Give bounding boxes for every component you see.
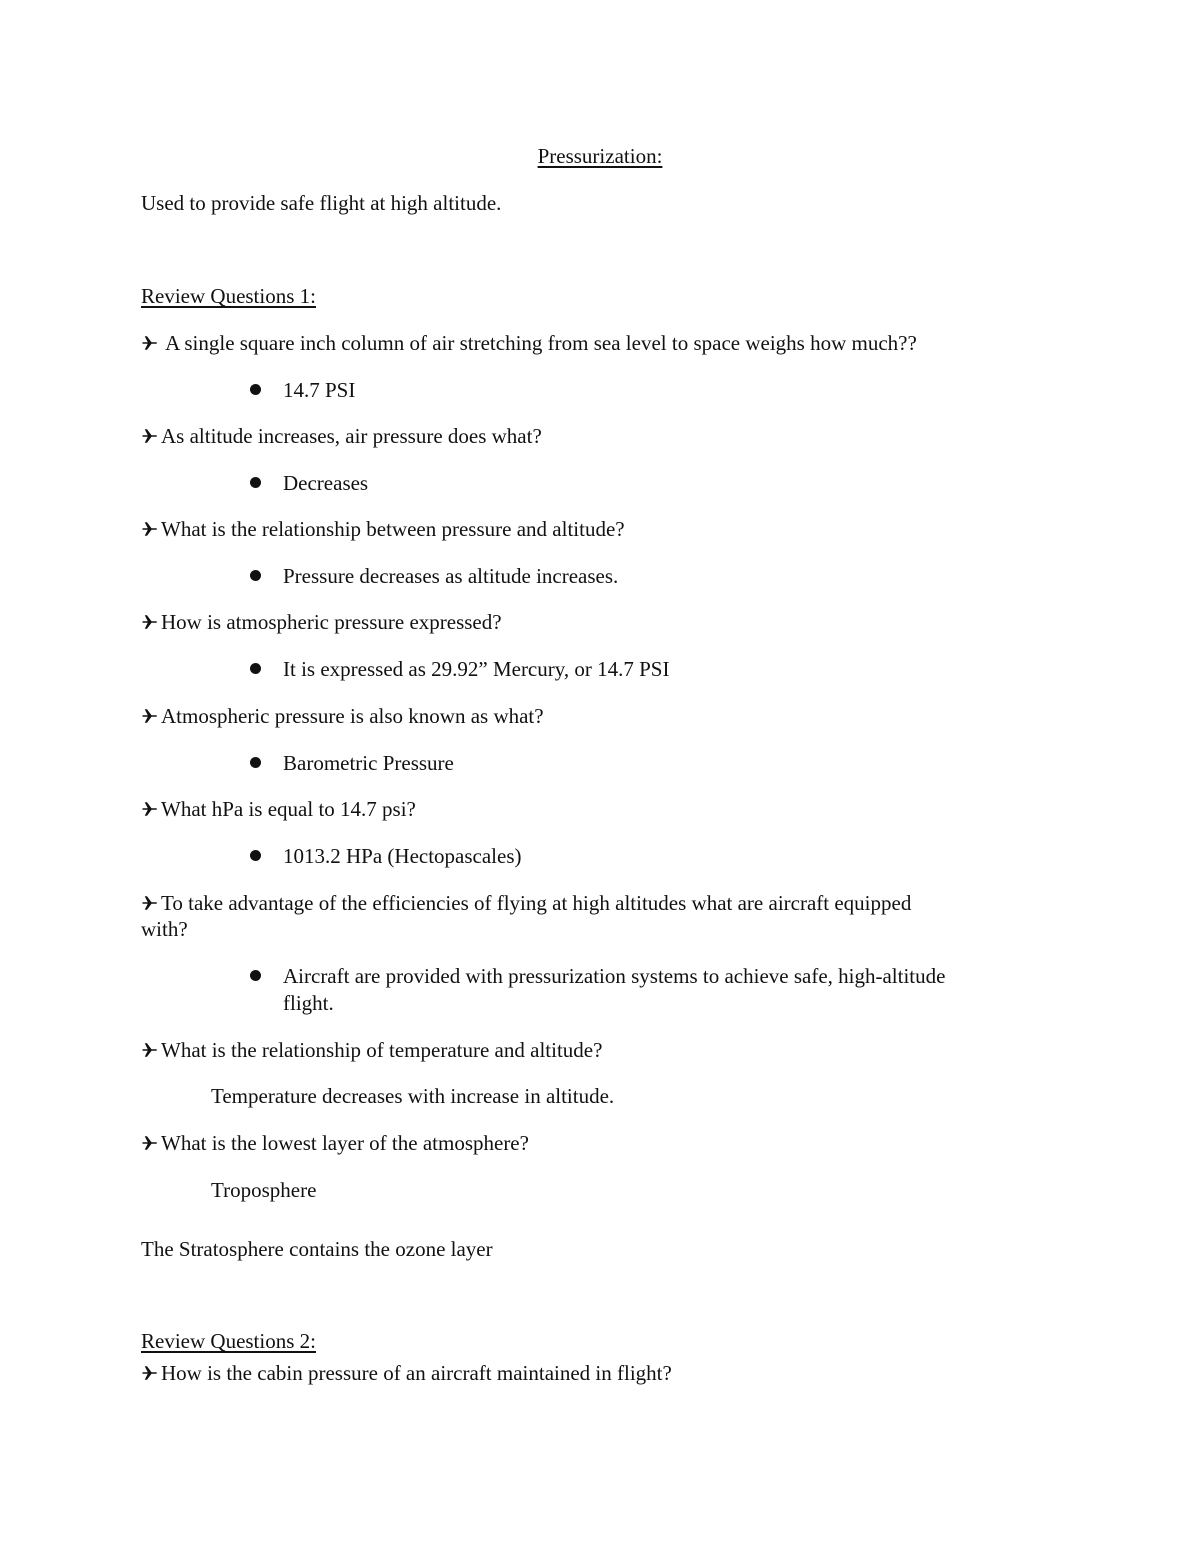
bullet-icon: [250, 970, 261, 981]
airplane-icon: [141, 427, 159, 445]
airplane-icon: [141, 1134, 159, 1152]
answer-6: 1013.2 HPa (Hectopascales): [283, 844, 522, 868]
airplane-icon: [141, 707, 159, 725]
question-3: [141, 516, 625, 542]
airplane-icon: [141, 1041, 159, 1059]
question-text: To take advantage of the efficiencies of flying at high altitudes what are aircraft equipped: [161, 891, 912, 915]
question-5: [141, 703, 544, 729]
airplane-icon: [141, 800, 159, 818]
airplane-icon: [141, 334, 159, 352]
answer-5: Barometric Pressure: [283, 751, 454, 775]
airplane-icon: [141, 613, 159, 631]
answer-8: Temperature decreases with increase in altitude.: [211, 1084, 615, 1108]
question-text: How is atmospheric pressure expressed?: [161, 610, 502, 634]
question-text: As altitude increases, air pressure does what?: [161, 424, 542, 448]
answer-7: Aircraft are provided with pressurization systems to achieve safe, high-altitude: [283, 964, 946, 988]
question-8: [141, 1037, 602, 1063]
answer-9: Troposphere: [211, 1178, 317, 1202]
bullet-icon: [250, 570, 261, 581]
question-10: [141, 1360, 672, 1386]
question-4: [141, 609, 502, 635]
note-text: The Stratosphere contains the ozone layer: [141, 1237, 493, 1261]
question-text: How is the cabin pressure of an aircraft maintained in flight?: [161, 1361, 672, 1385]
question-text: What is the relationship of temperature and altitude?: [161, 1038, 603, 1062]
answer-1: 14.7 PSI: [283, 378, 356, 402]
bullet-icon: [250, 477, 261, 488]
question-7: [141, 890, 911, 916]
section-heading-2: Review Questions 2:: [141, 1329, 316, 1353]
question-text: What is the lowest layer of the atmosphere?: [161, 1131, 529, 1155]
bullet-icon: [250, 663, 261, 674]
answer-3: Pressure decreases as altitude increases.: [283, 564, 619, 588]
question-text: What is the relationship between pressure and altitude?: [161, 517, 625, 541]
answer-7-continuation: flight.: [283, 991, 334, 1015]
page-title: Pressurization:: [537, 144, 663, 168]
question-text: A single square inch column of air stretching from sea level to space weighs how much??: [165, 331, 917, 355]
airplane-icon: [141, 894, 159, 912]
question-1: [141, 330, 917, 356]
intro-text: Used to provide safe flight at high altitude.: [141, 191, 502, 215]
question-text: Atmospheric pressure is also known as what?: [161, 704, 544, 728]
bullet-icon: [250, 850, 261, 861]
question-2: [141, 423, 542, 449]
question-9: [141, 1130, 529, 1156]
bullet-icon: [250, 757, 261, 768]
question-6: [141, 796, 416, 822]
answer-2: Decreases: [283, 471, 369, 495]
answer-4: It is expressed as 29.92” Mercury, or 14.7 PSI: [283, 657, 670, 681]
question-text: What hPa is equal to 14.7 psi?: [161, 797, 416, 821]
question-7-continuation: with?: [141, 917, 188, 941]
bullet-icon: [250, 384, 261, 395]
airplane-icon: [141, 1364, 159, 1382]
airplane-icon: [141, 520, 159, 538]
section-heading-1: Review Questions 1:: [141, 284, 316, 308]
